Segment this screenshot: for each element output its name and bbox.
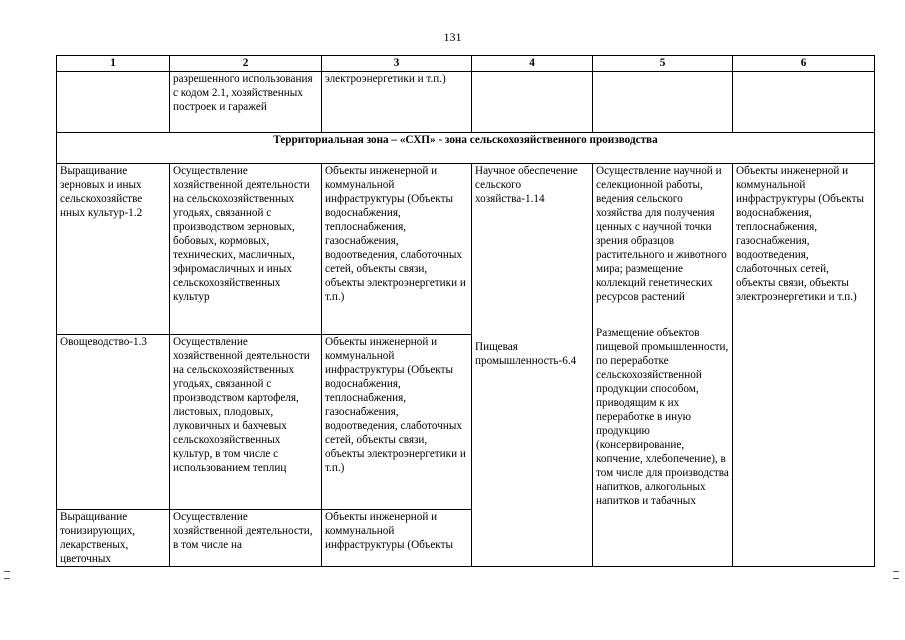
col5-item-1: Осуществление научной и селекционной работы, ведения сельского хозяйства для получения ценных с научной точки зрения образцов растительного и животного мира; размещение коллекций генетических ресурсов растений bbox=[596, 165, 727, 303]
cell bbox=[472, 72, 593, 133]
col5-item-2: Размещение объектов пищевой промышленности, по переработке сельскохозяйственной продукции способом, приводящим к их переработке в иную продукцию (консервирование, копчение, хлебопечение), в том числе для производства напитков, алкогольных напитков и табачных bbox=[596, 327, 729, 507]
cell bbox=[57, 72, 170, 133]
cell-col6: Объекты инженерной и коммунальной инфраструктуры (Объекты водоснабжения, теплоснабжения, газоснабжения, водоотведения, слаботочных сетей, объекты связи, объекты электроэнергетики и т.п.) bbox=[733, 164, 875, 567]
header-col-4: 4 bbox=[472, 56, 593, 72]
header-col-3: 3 bbox=[322, 56, 472, 72]
cell-col4 bbox=[472, 164, 593, 567]
header-col-1: 1 bbox=[57, 56, 170, 72]
cell: Осуществление хозяйственной деятельности на сельскохозяйственных угодьях, связанной с производством зерновых, бобовых, кормовых, технических, масличных, эфиромасличных и иных сельскохозяйственных культур bbox=[170, 164, 322, 335]
page-number: 131 bbox=[443, 30, 462, 44]
header-row bbox=[57, 56, 875, 72]
col4-item-1: Научное обеспечение сельского хозяйства-1.14 bbox=[475, 165, 578, 205]
cell: Объекты инженерной и коммунальной инфраструктуры (Объекты водоснабжения, теплоснабжения, газоснабжения, водоотведения, слаботочных сетей, объекты связи, объекты электроэнергетики и т.п.) bbox=[322, 164, 472, 335]
cell: Осуществление хозяйственной деятельности на сельскохозяйственных угодьях, связанной с производством картофеля, листовых, плодовых, луковичных и бахчевых сельскохозяйственных культур, в том числе с использованием теплиц bbox=[170, 335, 322, 510]
table-row bbox=[57, 164, 875, 335]
header-col-5: 5 bbox=[593, 56, 733, 72]
header-col-6: 6 bbox=[733, 56, 875, 72]
cell: Объекты инженерной и коммунальной инфраструктуры (Объекты водоснабжения, теплоснабжения, газоснабжения, водоотведения, слаботочных сетей, объекты связи, объекты электроэнергетики и т.п.) bbox=[322, 335, 472, 510]
cell: Овощеводство-1.3 bbox=[57, 335, 170, 510]
cell bbox=[593, 72, 733, 133]
zone-title-row bbox=[57, 133, 875, 164]
continued-row bbox=[57, 72, 875, 133]
cell: Выращивание тонизирующих, лекарственых, цветочных bbox=[57, 510, 170, 567]
cell-col5 bbox=[593, 164, 733, 567]
header-col-2: 2 bbox=[170, 56, 322, 72]
margin-mark-right bbox=[893, 571, 899, 579]
land-use-table bbox=[56, 55, 875, 567]
cell: электроэнергетики и т.п.) bbox=[322, 72, 472, 133]
zone-title: Территориальная зона – «СХП» - зона сельскохозяйственного производства bbox=[57, 133, 875, 164]
cell: Объекты инженерной и коммунальной инфраструктуры (Объекты bbox=[322, 510, 472, 567]
cell bbox=[733, 72, 875, 133]
cell: Осуществление хозяйственной деятельности, в том числе на bbox=[170, 510, 322, 567]
cell: Выращивание зерновых и иных сельскохозяйстве нных культур-1.2 bbox=[57, 164, 170, 335]
col4-item-2: Пищевая промышленность-6.4 bbox=[475, 341, 577, 367]
margin-mark-left bbox=[4, 571, 10, 579]
cell: разрешенного использования с кодом 2.1, хозяйственных построек и гаражей bbox=[170, 72, 322, 133]
